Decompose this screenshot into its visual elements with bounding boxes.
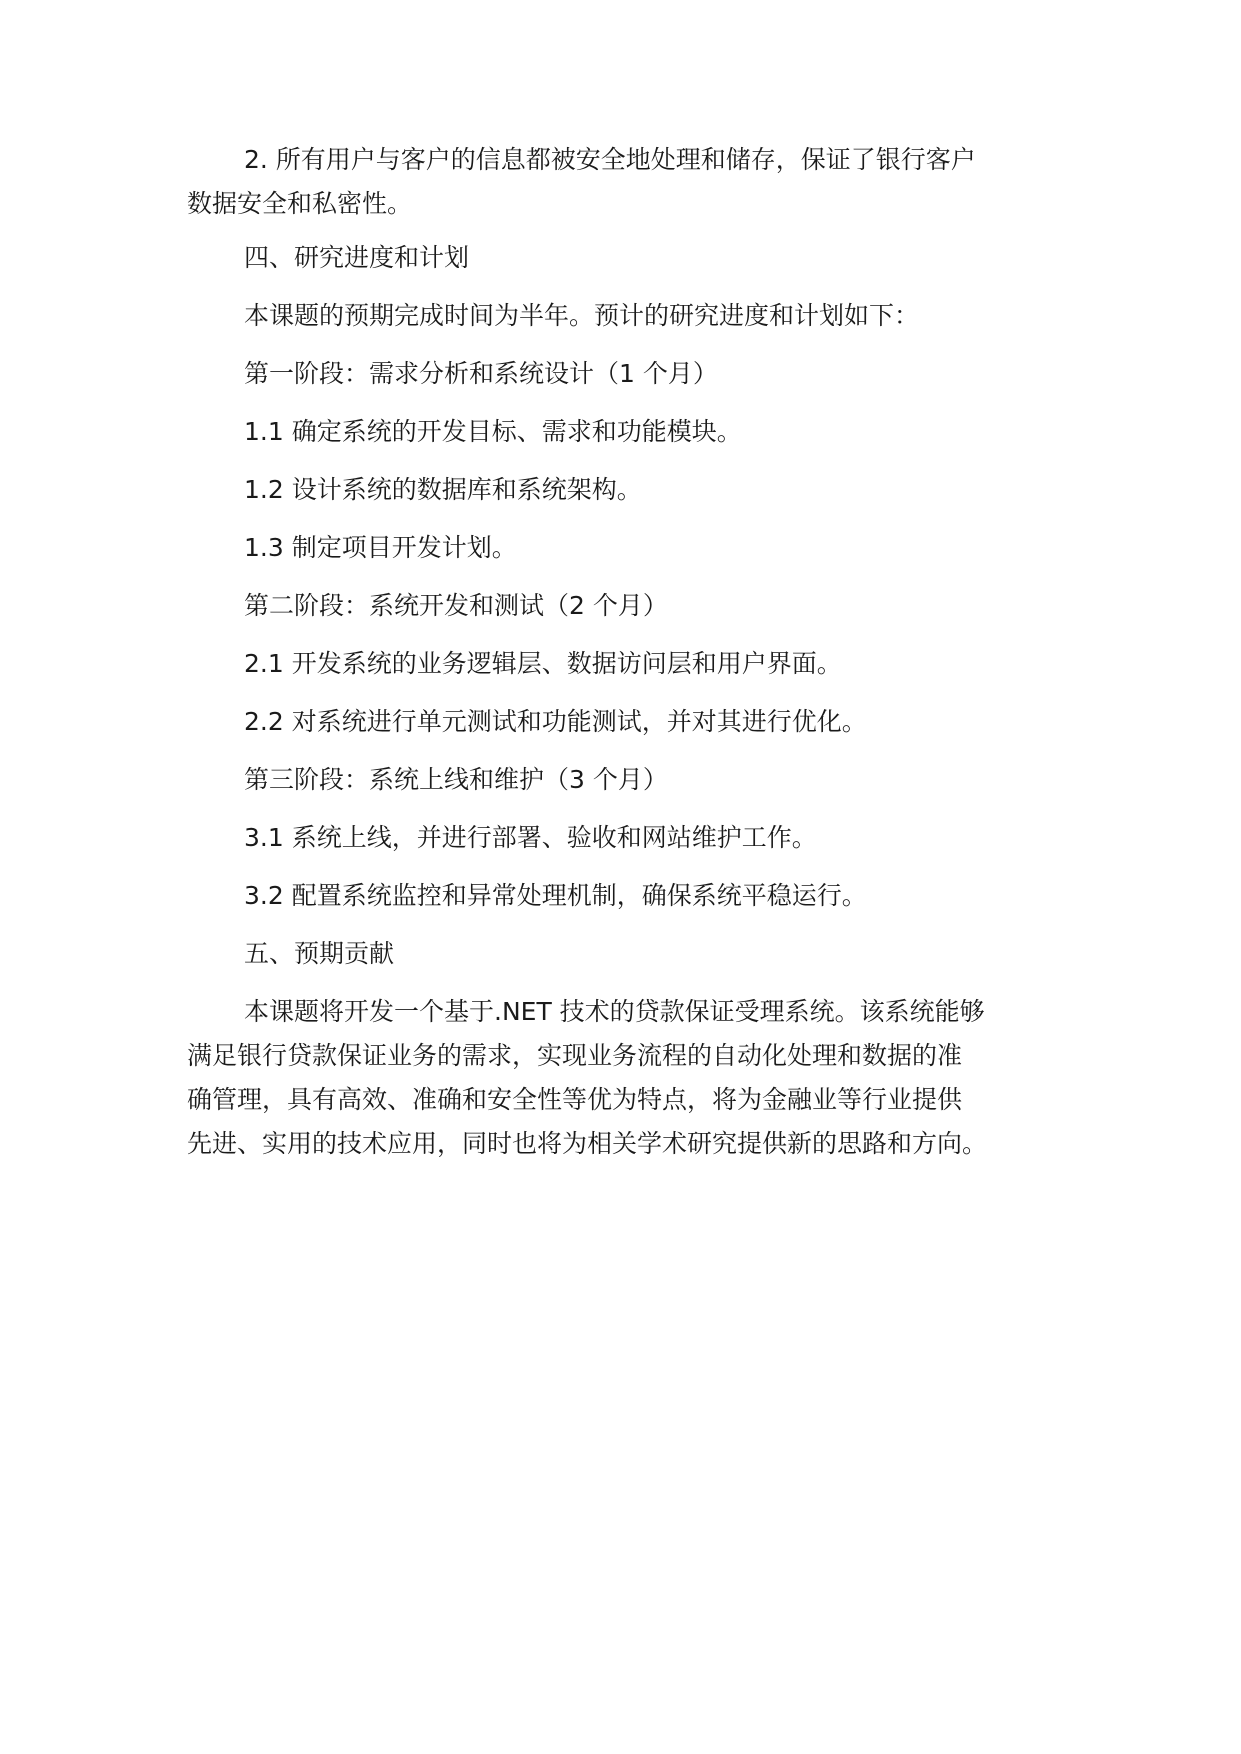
list-item-1-2 [187, 468, 1087, 512]
paragraph-schedule-intro [187, 294, 1087, 338]
heading-text: 四、研究进度和计划 [244, 243, 470, 272]
phase-three-heading [187, 758, 1087, 802]
text-line: 3.1 系统上线，并进行部署、验收和网站维护工作。 [244, 823, 817, 852]
text-line: 第二阶段：系统开发和测试（2 个月） [244, 591, 668, 620]
text-line: 1.3 制定项目开发计划。 [244, 533, 517, 562]
list-item-1-3 [187, 526, 1087, 570]
text-line: 确管理，具有高效、准确和安全性等优为特点，将为金融业等行业提供 [187, 1085, 963, 1114]
paragraph-data-security [187, 138, 1087, 226]
text-line: 第一阶段：需求分析和系统设计（1 个月） [244, 359, 718, 388]
text-line: 第三阶段：系统上线和维护（3 个月） [244, 765, 668, 794]
text-line: 1.2 设计系统的数据库和系统架构。 [244, 475, 642, 504]
text-line: 2.1 开发系统的业务逻辑层、数据访问层和用户界面。 [244, 649, 842, 678]
list-item-1-1 [187, 410, 1087, 454]
phase-two-heading [187, 584, 1087, 628]
heading-text: 五、预期贡献 [244, 939, 395, 968]
paragraph-contribution [187, 990, 1087, 1166]
list-item-2-1 [187, 642, 1087, 686]
list-item-2-2 [187, 700, 1087, 744]
section-heading-contribution [187, 932, 1087, 976]
text-line: 3.2 配置系统监控和异常处理机制，确保系统平稳运行。 [244, 881, 867, 910]
text-line: 2.2 对系统进行单元测试和功能测试，并对其进行优化。 [244, 707, 867, 736]
list-item-3-1 [187, 816, 1087, 860]
text-line: 数据安全和私密性。 [187, 189, 413, 218]
text-line: 本课题将开发一个基于.NET 技术的贷款保证受理系统。该系统能够 [244, 997, 985, 1026]
text-line: 先进、实用的技术应用，同时也将为相关学术研究提供新的思路和方向。 [187, 1129, 988, 1158]
text-line: 2. 所有用户与客户的信息都被安全地处理和储存，保证了银行客户 [244, 145, 976, 174]
phase-one-heading [187, 352, 1087, 396]
text-line: 1.1 确定系统的开发目标、需求和功能模块。 [244, 417, 742, 446]
section-heading-schedule [187, 236, 1087, 280]
text-line: 满足银行贷款保证业务的需求，实现业务流程的自动化处理和数据的准 [187, 1041, 963, 1070]
text-line: 本课题的预期完成时间为半年。预计的研究进度和计划如下： [244, 301, 920, 330]
list-item-3-2 [187, 874, 1087, 918]
